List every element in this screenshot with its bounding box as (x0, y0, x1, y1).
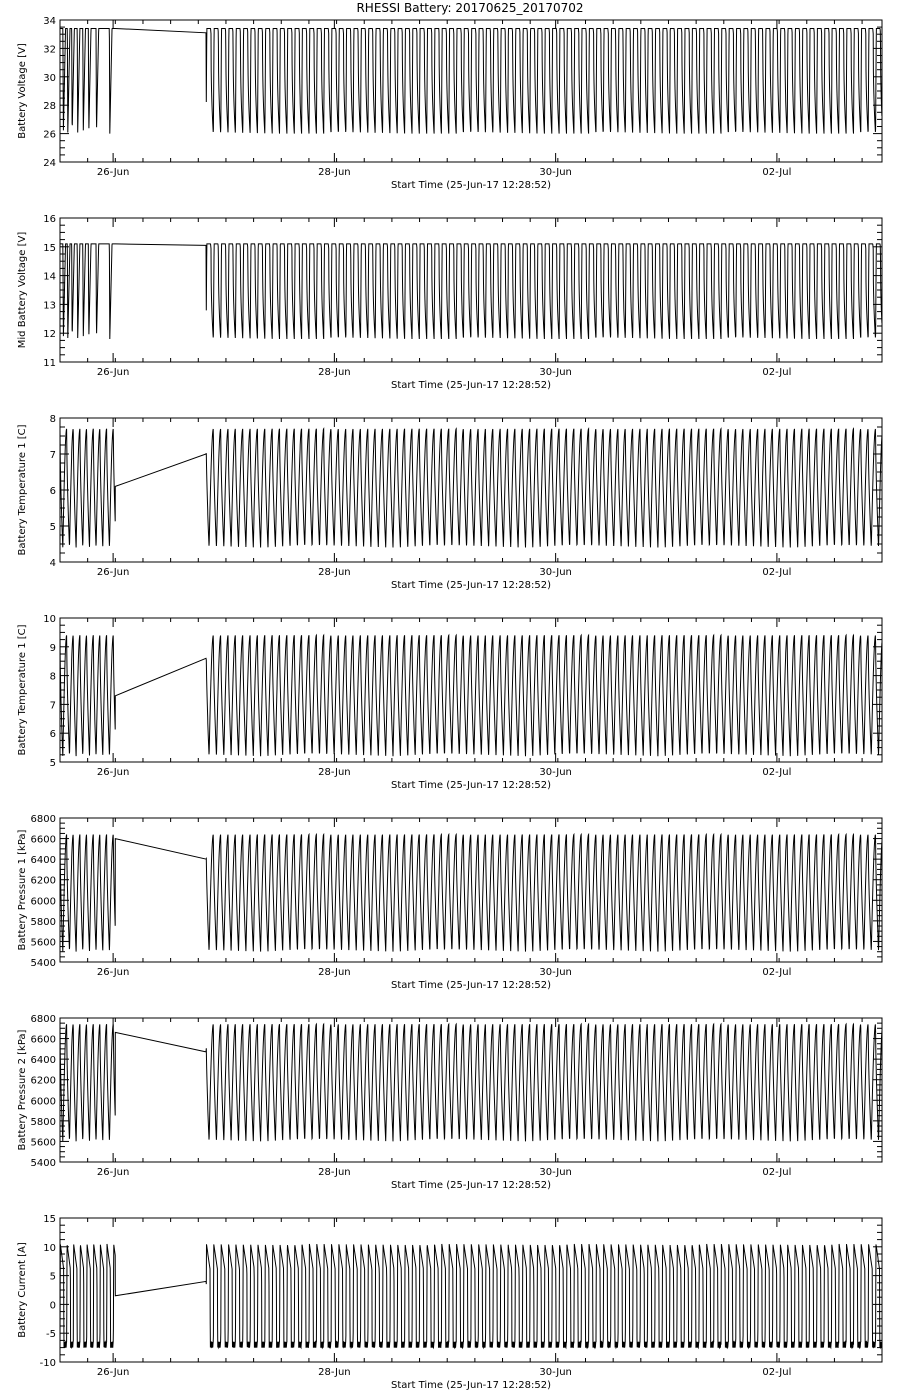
y-tick-label: 5 (49, 1271, 56, 1283)
x-tick-label: 30-Jun (539, 967, 572, 978)
y-tick-label: 6400 (30, 855, 56, 867)
y-tick-label: 6200 (30, 1075, 56, 1087)
x-tick-label: 28-Jun (318, 567, 351, 578)
x-tick-label: 26-Jun (96, 1167, 130, 1178)
y-tick-label: 5800 (30, 1116, 56, 1128)
x-tick-label: 02-Jul (762, 1367, 792, 1378)
y-tick-label: 28 (43, 101, 56, 113)
y-tick-label: 15 (43, 242, 56, 254)
y-tick-label: 6600 (30, 1034, 56, 1046)
y-tick-label: 12 (43, 329, 56, 341)
x-tick-label: 02-Jul (762, 1167, 792, 1178)
x-tick-label: 28-Jun (318, 367, 351, 378)
y-tick-label: 11 (43, 358, 56, 369)
y-tick-label: 6 (49, 486, 56, 497)
y-tick-label: 5600 (30, 1137, 56, 1149)
y-tick-label: 13 (43, 300, 56, 312)
y-tick-label: 6800 (30, 1014, 56, 1025)
y-tick-label: 34 (43, 16, 56, 27)
y-tick-label: 32 (43, 44, 56, 56)
y-tick-label: 14 (43, 271, 56, 283)
y-tick-label: 5 (49, 522, 56, 533)
x-tick-label: 28-Jun (318, 1367, 351, 1378)
y-tick-label: 5400 (30, 958, 56, 969)
x-axis-label: Start Time (25-Jun-17 12:28:52) (391, 1180, 551, 1191)
x-tick-label: 30-Jun (539, 167, 572, 178)
y-tick-label: 0 (49, 1300, 56, 1312)
y-tick-label: 9 (49, 642, 56, 654)
y-axis-label: Battery Pressure 1 [kPa] (17, 829, 28, 951)
figure-title: RHESSI Battery: 20170625_20170702 (356, 1, 584, 15)
x-tick-label: 30-Jun (539, 1367, 572, 1378)
y-tick-label: 26 (43, 129, 56, 141)
x-tick-label: 02-Jul (762, 767, 792, 778)
y-tick-label: -5 (46, 1329, 56, 1341)
y-tick-label: -10 (39, 1358, 56, 1369)
x-tick-label: 28-Jun (318, 967, 351, 978)
x-tick-label: 30-Jun (539, 567, 572, 578)
y-tick-label: 5 (49, 758, 56, 769)
y-tick-label: 6200 (30, 875, 56, 887)
y-tick-label: 24 (43, 158, 56, 169)
x-axis-label: Start Time (25-Jun-17 12:28:52) (391, 380, 551, 391)
y-tick-label: 5800 (30, 916, 56, 928)
x-tick-label: 26-Jun (96, 767, 130, 778)
x-axis-label: Start Time (25-Jun-17 12:28:52) (391, 780, 551, 791)
x-tick-label: 30-Jun (539, 1167, 572, 1178)
x-tick-label: 02-Jul (762, 167, 792, 178)
y-axis-label: Battery Voltage [V] (17, 43, 28, 139)
x-tick-label: 30-Jun (539, 767, 572, 778)
x-tick-label: 02-Jul (762, 367, 792, 378)
y-tick-label: 10 (43, 1242, 56, 1254)
y-tick-label: 5400 (30, 1158, 56, 1169)
y-tick-label: 6600 (30, 834, 56, 846)
y-tick-label: 6400 (30, 1055, 56, 1067)
y-axis-label: Battery Pressure 2 [kPa] (17, 1029, 28, 1151)
y-tick-label: 30 (43, 72, 56, 84)
y-axis-label: Battery Temperature 1 [C] (17, 624, 28, 756)
y-tick-label: 6000 (30, 896, 56, 908)
y-tick-label: 8 (49, 414, 56, 425)
y-tick-label: 6000 (30, 1096, 56, 1108)
y-tick-label: 4 (49, 558, 56, 569)
x-tick-label: 28-Jun (318, 1167, 351, 1178)
y-tick-label: 16 (43, 214, 56, 225)
x-tick-label: 28-Jun (318, 167, 351, 178)
y-tick-label: 6800 (30, 814, 56, 825)
y-tick-label: 5600 (30, 937, 56, 949)
y-tick-label: 6 (49, 729, 56, 741)
x-tick-label: 26-Jun (96, 567, 130, 578)
x-tick-label: 26-Jun (96, 367, 130, 378)
x-axis-label: Start Time (25-Jun-17 12:28:52) (391, 180, 551, 191)
x-tick-label: 02-Jul (762, 567, 792, 578)
x-tick-label: 28-Jun (318, 767, 351, 778)
x-tick-label: 02-Jul (762, 967, 792, 978)
x-axis-label: Start Time (25-Jun-17 12:28:52) (391, 980, 551, 991)
y-axis-label: Battery Temperature 1 [C] (17, 424, 28, 556)
y-tick-label: 7 (49, 450, 56, 461)
x-tick-label: 30-Jun (539, 367, 572, 378)
x-tick-label: 26-Jun (96, 167, 130, 178)
y-axis-label: Battery Current [A] (17, 1242, 28, 1338)
y-tick-label: 8 (49, 671, 56, 683)
y-tick-label: 10 (43, 614, 56, 625)
x-tick-label: 26-Jun (96, 1367, 130, 1378)
y-tick-label: 7 (49, 700, 56, 712)
x-axis-label: Start Time (25-Jun-17 12:28:52) (391, 580, 551, 591)
x-tick-label: 26-Jun (96, 967, 130, 978)
x-axis-label: Start Time (25-Jun-17 12:28:52) (391, 1380, 551, 1391)
y-tick-label: 15 (43, 1214, 56, 1225)
y-axis-label: Mid Battery Voltage [V] (17, 231, 28, 349)
